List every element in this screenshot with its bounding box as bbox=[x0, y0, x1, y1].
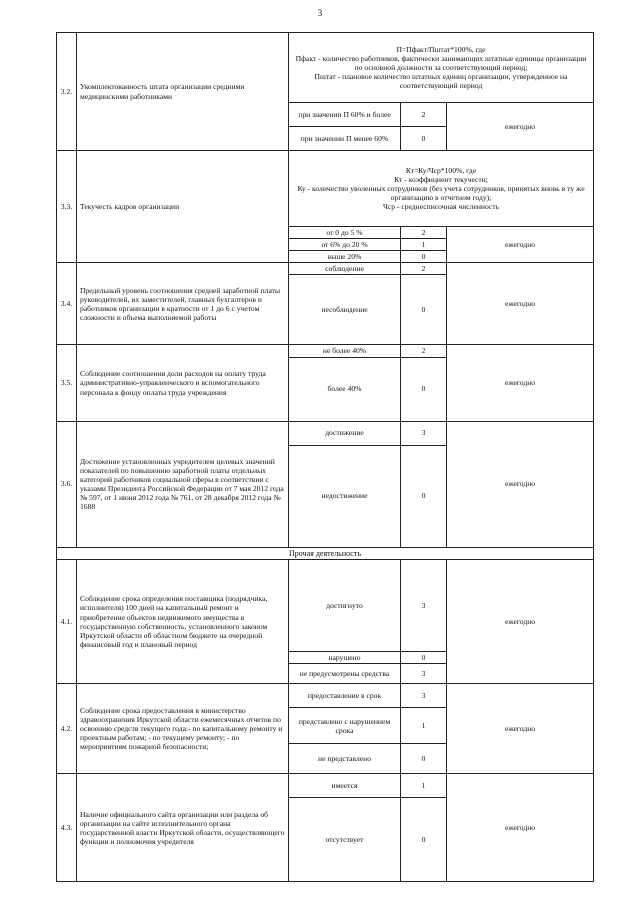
criterion-cell: выше 20% bbox=[289, 251, 401, 263]
formula-line: Кт - коэффициент текучести; bbox=[394, 174, 488, 184]
criterion-cell: не представлено bbox=[289, 744, 401, 774]
table-row bbox=[57, 33, 594, 103]
formula-cell bbox=[289, 33, 594, 103]
points-cell: 3 bbox=[401, 421, 447, 445]
period-cell: ежегодно bbox=[447, 560, 594, 684]
criterion-cell: представлено с нарушением срока bbox=[289, 708, 401, 744]
indicator-text: Укомплектованность штата организации средними медицинскими работниками bbox=[77, 33, 289, 151]
section-title: Прочая деятельность bbox=[57, 547, 594, 560]
criterion-cell: достижение bbox=[289, 421, 401, 445]
criterion-cell: не более 40% bbox=[289, 345, 401, 357]
formula-line: Ку - количество уволенных сотрудников (без учета сотрудников, принятых вновь в ту же организацию в отчетном году); bbox=[297, 183, 585, 203]
points-cell: 1 bbox=[401, 708, 447, 744]
row-number: 4.1. bbox=[57, 560, 77, 684]
criterion-cell: отсутствует bbox=[289, 798, 401, 882]
points-cell: 0 bbox=[401, 445, 447, 547]
indicator-text: Соблюдение срока предоставления в министерство здравоохранения Иркутской области ежемесячных отчетов по освоению средств текущего года:- по капитальному ремонту и проектным работам; - по текущему ремонту; - по мероприятиям пожарной безопасности; bbox=[77, 684, 289, 774]
indicator-text: Соблюдение соотношения доли расходов на оплату труда административно-управленческого и вспомогательного персонала к фонду оплаты труда учреждения bbox=[77, 345, 289, 421]
formula-line: Кт=Ку/Чср*100%, где bbox=[405, 165, 477, 175]
points-cell: 2 bbox=[401, 263, 447, 275]
formula-line: П=Пфакт/Пштат*100%, где bbox=[396, 44, 486, 54]
row-number: 4.3. bbox=[57, 774, 77, 882]
page-number: 3 bbox=[317, 8, 323, 18]
points-cell: 0 bbox=[401, 357, 447, 421]
indicator-text: Наличие официального сайта организации или раздела об организации на сайте исполнительного органа государственной власти Иркутской области, осуществляющего функции и полномочия учредителя bbox=[77, 774, 289, 882]
table-row bbox=[57, 421, 594, 445]
points-cell: 0 bbox=[401, 798, 447, 882]
table-row bbox=[57, 263, 594, 275]
points-cell: 0 bbox=[401, 744, 447, 774]
table-row bbox=[57, 684, 594, 708]
criterion-cell: несоблюдение bbox=[289, 275, 401, 345]
period-cell: ежегодно bbox=[447, 421, 594, 547]
criterion-cell: при значении П 60% и более bbox=[289, 103, 401, 127]
criterion-cell: от 0 до 5 % bbox=[289, 227, 401, 239]
row-number: 3.3. bbox=[57, 151, 77, 263]
points-cell: 2 bbox=[401, 345, 447, 357]
criterion-cell: более 40% bbox=[289, 357, 401, 421]
row-number: 3.4. bbox=[57, 263, 77, 345]
formula-cell bbox=[289, 151, 594, 227]
criterion-cell: не предусмотрены средства bbox=[289, 664, 401, 684]
points-cell: 2 bbox=[401, 227, 447, 239]
indicator-text: Достижение установленных учредителем целевых значений показателей по повышению заработной платы отдельных категорий работников социальной сферы в соответствии с указами Президента Российской Федерации от 7 мая 2012 года № 597, от 1 июня 2012 года № 761, от 28 декабря 2012 года № 1688 bbox=[77, 421, 289, 547]
indicator-text: Предельный уровень соотношения средней заработной платы руководителей, их заместителей, главных бухгалтеров и работников организации в кратности от 1 до 6 с учетом сложности и объема выполняемой работы bbox=[77, 263, 289, 345]
criterion-cell: при значении П менее 60% bbox=[289, 127, 401, 151]
period-cell: ежегодно bbox=[447, 103, 594, 151]
formula-line: Чср - среднесписочная численность bbox=[382, 202, 500, 212]
criterion-cell: предоставление в срок bbox=[289, 684, 401, 708]
points-cell: 1 bbox=[401, 774, 447, 798]
points-cell: 0 bbox=[401, 275, 447, 345]
points-cell: 3 bbox=[401, 560, 447, 652]
period-cell: ежегодно bbox=[447, 263, 594, 345]
criterion-cell: недостижение bbox=[289, 445, 401, 547]
period-cell: ежегодно bbox=[447, 227, 594, 263]
criterion-cell: нарушено bbox=[289, 652, 401, 664]
indicator-text: Текучесть кадров организации bbox=[77, 151, 289, 263]
points-cell: 2 bbox=[401, 103, 447, 127]
criterion-cell: от 6% до 20 % bbox=[289, 239, 401, 251]
criterion-cell: соблюдение bbox=[289, 263, 401, 275]
formula-line: Пфакт - количество работников, фактически занимающих штатные единицы организации по основной должности за соответствующий период; bbox=[295, 53, 587, 72]
row-number: 3.6. bbox=[57, 421, 77, 547]
criterion-cell: достигнуто bbox=[289, 560, 401, 652]
table-row bbox=[57, 151, 594, 227]
points-cell: 0 bbox=[401, 652, 447, 664]
points-cell: 0 bbox=[401, 251, 447, 263]
formula-line: Пштат - плановое количество штатных единиц организации, утвержденное на соответствующий период bbox=[314, 72, 568, 91]
table-row bbox=[57, 345, 594, 357]
period-cell: ежегодно bbox=[447, 774, 594, 882]
section-row bbox=[57, 547, 594, 560]
indicator-text: Соблюдение срока определения поставщика (подрядчика, исполнителя) 100 дней на капитальный ремонт и приобретение объектов недвижимого имущества в государственную собственность, установленного законом Иркутской области об областном бюджете на очередной финансовый год и плановый период bbox=[77, 560, 289, 684]
points-cell: 0 bbox=[401, 127, 447, 151]
row-number: 3.2. bbox=[57, 33, 77, 151]
table-row bbox=[57, 560, 594, 652]
table-row bbox=[57, 774, 594, 798]
period-cell: ежегодно bbox=[447, 684, 594, 774]
criterion-cell: имеется bbox=[289, 774, 401, 798]
period-cell: ежегодно bbox=[447, 345, 594, 421]
points-cell: 1 bbox=[401, 239, 447, 251]
points-cell: 3 bbox=[401, 664, 447, 684]
points-cell: 3 bbox=[401, 684, 447, 708]
row-number: 3.5. bbox=[57, 345, 77, 421]
criteria-table bbox=[56, 32, 594, 882]
row-number: 4.2. bbox=[57, 684, 77, 774]
